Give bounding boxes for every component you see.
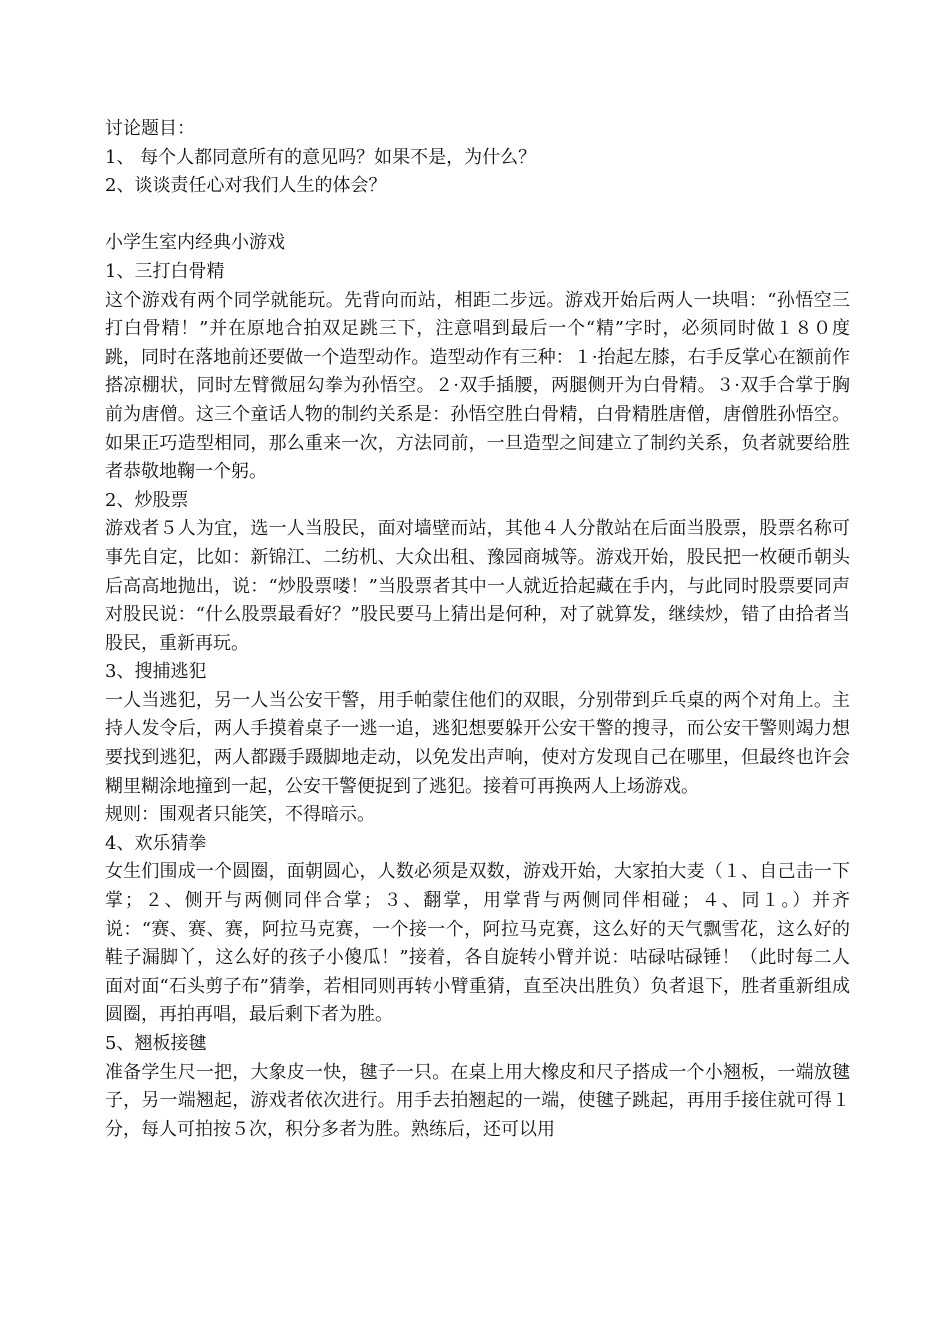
discussion-question-2: 2、谈谈责任心对我们人生的体会？ [105,175,387,197]
blank-line [105,201,850,230]
game-heading: 5、翘板接毽 [105,1033,207,1054]
game-description: 这个游戏有两个同学就能玩。先背向而站，相距二步远。游戏开始后两人一块唱：“孙悟空三打白骨精！”并在原地合拍双足跳三下，注意唱到最后一个“精”字时，必须同时做１８０度跳，同时在落地前还要做一个造型动作。造型动作有三种：１·抬起左膝，右手反掌心在额前作搭凉棚状，同时左臂微屈勾拳为孙悟空。２·双手插腰，两腿侧开为白骨精。３·双手合掌于胸前为唐僧。这三个童话人物的制约关系是：孙悟空胜白骨精，白骨精胜唐僧，唐僧胜孙悟空。如果正巧造型相同，那么重来一次，方法同前，一旦造型之间建立了制约关系，负者就要给胜者恭敬地鞠一个躬。 [105,289,850,483]
game-rule: 规则：围观者只能笑，不得暗示。 [105,804,375,826]
game-heading: 3、搜捕逃犯 [105,661,207,683]
game-heading: 1、三打白骨精 [105,260,225,282]
document-body [105,115,850,1144]
game-description: 游戏者５人为宜，选一人当股民，面对墙壁而站，其他４人分散站在后面当股票，股票名称可事先自定，比如：新锦江、二纺机、大众出租、豫园商城等。游戏开始，股民把一枚硬币朝头后高高地抛出，说：“炒股票喽！”当股票者其中一人就近拾起藏在手内，与此同时股票要同声对股民说：“什么股票最看好？”股民要马上猜出是何种，对了就算发，继续炒，错了由拾者当股民，重新再玩。 [105,518,850,654]
game-description: 女生们围成一个圆圈，面朝圆心，人数必须是双数，游戏开始，大家拍大麦（１、自己击一下掌；２、侧开与两侧同伴合掌；３、翻掌，用掌背与两侧同伴相碰；４、同１。）并齐说：“赛、赛、赛，阿拉马克赛，一个接一个，阿拉马克赛，这么好的天气飘雪花，这么好的鞋子漏脚丫，这么好的孩子小傻瓜！”接着，各自旋转小臂并说：咕碌咕碌锤！（此时每二人面对面“石头剪子布”猜拳，若相同则再转小臂重猜，直至决出胜负）负者退下，胜者重新组成圆圈，再拍再唱，最后剩下者为胜。 [105,861,850,1026]
discussion-question-1: 1、 每个人都同意所有的意见吗？如果不是，为什么？ [105,146,537,168]
discussion-heading: 讨论题目： [105,118,195,139]
article-title: 小学生室内经典小游戏 [105,232,285,254]
game-description: 准备学生尺一把，大象皮一快，毽子一只。在桌上用大橡皮和尺子搭成一个小翘板，一端放毽子，另一端翘起，游戏者依次进行。用手去拍翘起的一端，使毽子跳起，再用手接住就可得１分，每人可拍按５次，积分多者为胜。熟练后，还可以用 [105,1061,850,1140]
game-description: 一人当逃犯，另一人当公安干警，用手帕蒙住他们的双眼，分别带到乒乓桌的两个对角上。主持人发令后，两人手摸着桌子一逃一追，逃犯想要躲开公安干警的搜寻，而公安干警则竭力想要找到逃犯，两人都蹑手蹑脚地走动，以免发出声响，使对方发现自己在哪里，但最终也许会糊里糊涂地撞到一起，公安干警便捉到了逃犯。接着可再换两人上场游戏。 [105,689,850,797]
game-heading: 2、炒股票 [105,489,189,511]
game-heading: 4、欢乐猜拳 [105,832,207,854]
